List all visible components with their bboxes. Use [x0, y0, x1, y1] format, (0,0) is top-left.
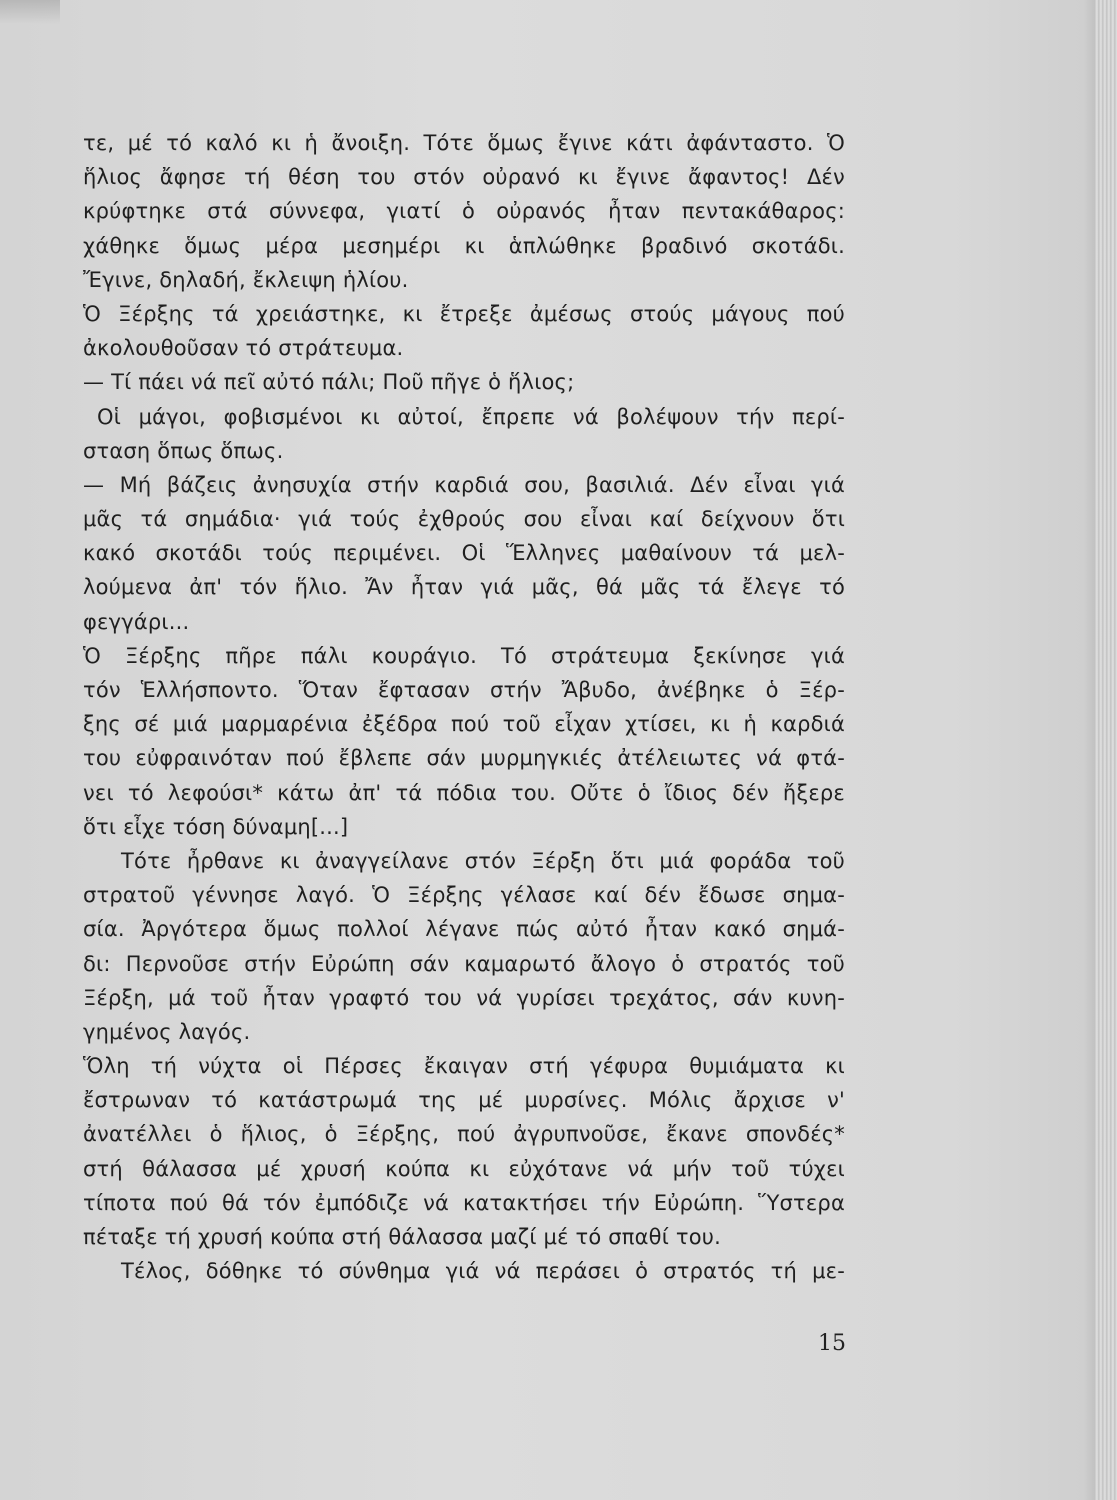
text-line: ἔστρωναν τό κατάστρωμά της μέ μυρσίνες. Μόλις ἄρχισε ν'	[83, 1088, 845, 1113]
text-line: σία. Ἀργότερα ὅμως πολλοί λέγανε πώς αὐτό ἦταν κακό σημά-	[83, 917, 845, 942]
text-line: τίποτα πού θά τόν ἐμπόδιζε νά κατακτήσει τήν Εὐρώπη. Ὕστερα	[83, 1190, 845, 1215]
text-line: χάθηκε ὅμως μέρα μεσημέρι κι ἁπλώθηκε βραδινό σκοτάδι.	[83, 233, 845, 258]
page-corner-shadow	[0, 0, 60, 24]
text-line: — Μή βάζεις ἀνησυχία στήν καρδιά σου, βασιλιά. Δέν εἶναι γιά	[83, 472, 845, 497]
text-line: λούμενα ἀπ' τόν ἥλιο. Ἄν ἦταν γιά μᾶς, θά μᾶς τά ἔλεγε τό	[83, 575, 845, 600]
text-line: ἀνατέλλει ὁ ἥλιος, ὁ Ξέρξης, πού ἀγρυπνοῦσε, ἔκανε σπονδές*	[83, 1122, 845, 1147]
text-line: νει τό λεφούσι* κάτω ἀπ' τά πόδια του. Οὔτε ὁ ἴδιος δέν ἤξερε	[83, 780, 845, 805]
text-line: του εὐφραινόταν πού ἔβλεπε σάν μυρμηγκιές ἀτέλειωτες νά φτά-	[83, 746, 845, 771]
text-line: Ἔγινε, δηλαδή, ἔκλειψη ἡλίου.	[83, 267, 409, 292]
text-line: Τέλος, δόθηκε τό σύνθημα γιά νά περάσει ὁ στρατός τή με-	[121, 1259, 845, 1284]
text-line: φεγγάρι...	[83, 609, 190, 634]
text-line: ξης σέ μιά μαρμαρένια ἐξέδρα πού τοῦ εἶχαν χτίσει, κι ἡ καρδιά	[83, 712, 845, 737]
text-line: στή θάλασσα μέ χρυσή κούπα κι εὐχότανε νά μήν τοῦ τύχει	[83, 1156, 845, 1181]
text-line: μᾶς τά σημάδια· γιά τούς ἐχθρούς σου εἶναι καί δείχνουν ὅτι	[83, 507, 845, 532]
text-line: σταση ὅπως ὅπως.	[83, 438, 284, 463]
text-line: γημένος λαγός.	[83, 1019, 251, 1044]
text-line: κρύφτηκε στά σύννεφα, γιατί ὁ οὐρανός ἦταν πεντακάθαρος:	[83, 199, 845, 224]
text-line: δι: Περνοῦσε στήν Εὐρώπη σάν καμαρωτό ἄλογο ὁ στρατός τοῦ	[83, 951, 845, 976]
text-line: στρατοῦ γέννησε λαγό. Ὁ Ξέρξης γέλασε καί δέν ἔδωσε σημα-	[83, 883, 845, 908]
text-line: Οἱ μάγοι, φοβισμένοι κι αὐτοί, ἔπρεπε νά βολέψουν τήν περί-	[97, 404, 845, 429]
text-line: ὅτι εἶχε τόση δύναμη[...]	[83, 814, 349, 839]
text-line: Ὁ Ξέρξης πῆρε πάλι κουράγιο. Τό στράτευμα ξεκίνησε γιά	[83, 643, 845, 668]
text-line: Ξέρξη, μά τοῦ ἦταν γραφτό του νά γυρίσει τρεχάτος, σάν κυνη-	[83, 985, 845, 1010]
text-line: τε, μέ τό καλό κι ἡ ἄνοιξη. Τότε ὅμως ἔγινε κάτι ἀφάνταστο. Ὁ	[83, 131, 845, 155]
page-edge	[1095, 0, 1117, 1500]
text-line: Τότε ἦρθανε κι ἀναγγείλανε στόν Ξέρξη ὅτι μιά φοράδα τοῦ	[121, 848, 845, 873]
text-line: — Τί πάει νά πεῖ αὐτό πάλι; Ποῦ πῆγε ὁ ἥλιος;	[83, 370, 575, 395]
body-text	[83, 126, 845, 1288]
text-line: Ὅλη τή νύχτα οἱ Πέρσες ἔκαιγαν στή γέφυρα θυμιάματα κι	[83, 1054, 845, 1079]
text-line: τόν Ἑλλήσποντο. Ὅταν ἔφτασαν στήν Ἄβυδο, ἀνέβηκε ὁ Ξέρ-	[83, 678, 845, 702]
text-line: ἥλιος ἄφησε τή θέση του στόν οὐρανό κι ἔγινε ἄφαντος! Δέν	[83, 165, 845, 190]
text-line: Ὁ Ξέρξης τά χρειάστηκε, κι ἔτρεξε ἀμέσως στούς μάγους πού	[83, 301, 845, 326]
text-line: πέταξε τή χρυσή κούπα στή θάλασσα μαζί μέ τό σπαθί του.	[83, 1225, 722, 1249]
text-line: ἀκολουθοῦσαν τό στράτευμα.	[83, 336, 404, 361]
text-line: κακό σκοτάδι τούς περιμένει. Οἱ Ἕλληνες μαθαίνουν τά μελ-	[83, 541, 845, 566]
page-number: 15	[818, 1331, 846, 1356]
